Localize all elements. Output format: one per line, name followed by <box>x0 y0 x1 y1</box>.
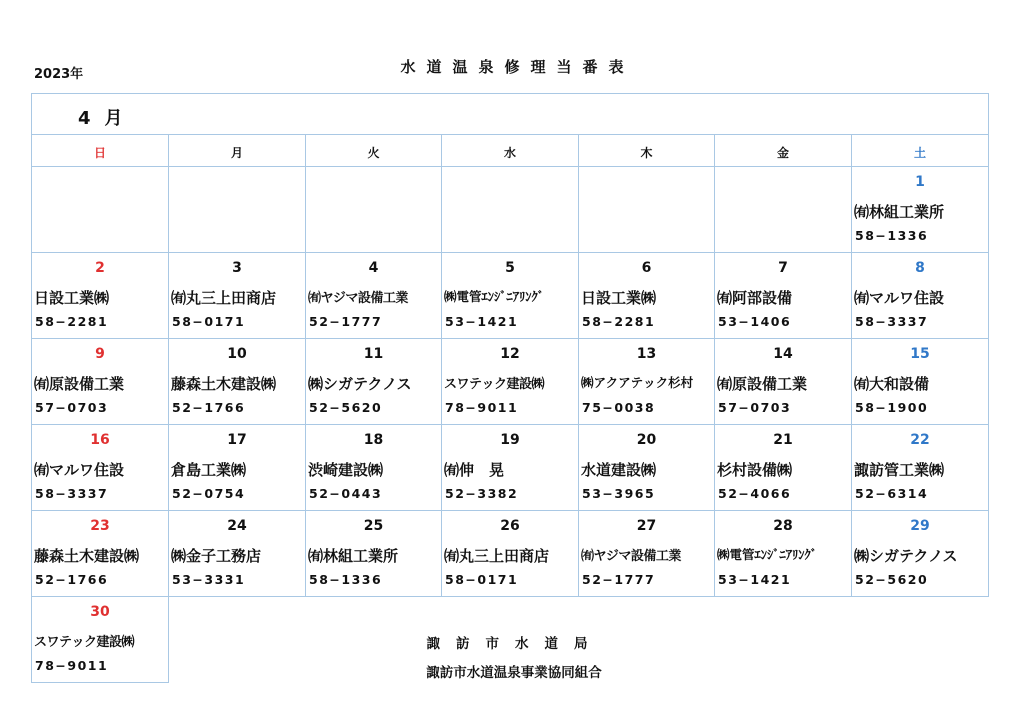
company-phone: 78−9011 <box>445 400 519 415</box>
duty-company: 藤森土木建設㈱ <box>34 547 140 565</box>
day-number: 11 <box>363 346 384 362</box>
day-number: 7 <box>778 260 788 276</box>
company-phone: 58−2281 <box>35 314 109 329</box>
day-number: 3 <box>232 260 242 276</box>
day-number: 22 <box>910 432 930 448</box>
day-number: 25 <box>363 518 384 534</box>
duty-company: 杉村設備㈱ <box>717 461 793 479</box>
day-cell <box>579 167 715 253</box>
day-number: 26 <box>500 518 520 534</box>
day-cell <box>715 425 852 511</box>
day-cell <box>32 167 169 253</box>
company-phone: 78−9011 <box>35 658 109 673</box>
duty-company: ㈱金子工務店 <box>171 547 262 565</box>
duty-company <box>715 201 851 221</box>
duty-company: ㈲林組工業所 <box>308 547 399 565</box>
duty-company <box>169 201 305 221</box>
day-number: 10 <box>227 346 247 362</box>
week-row <box>32 167 989 253</box>
day-number: 20 <box>636 432 657 448</box>
duty-company: ㈲ヤジマ設備工業 <box>308 291 408 306</box>
company-phone: 53−3331 <box>172 572 246 587</box>
month-header <box>32 94 989 135</box>
day-cell <box>306 339 442 425</box>
day-cell <box>852 253 989 339</box>
company-phone: 52−6314 <box>855 486 929 501</box>
duty-company: ㈱電管ｴﾝｼﾞﾆｱﾘﾝｸﾞ <box>717 547 818 562</box>
day-number: 23 <box>90 518 110 534</box>
duty-company: ㈲原設備工業 <box>34 375 125 393</box>
day-cell <box>579 511 715 597</box>
duty-company: 諏訪管工業㈱ <box>854 461 945 479</box>
company-phone: 58−3337 <box>35 486 109 501</box>
company-phone: 58−0171 <box>172 314 246 329</box>
company-phone: 52−4066 <box>718 486 792 501</box>
day-cell <box>442 339 579 425</box>
duty-company: ㈲阿部設備 <box>717 289 793 307</box>
weekday-wednesday: 水 <box>442 135 579 167</box>
day-cell <box>169 425 306 511</box>
week-row <box>32 511 989 597</box>
day-number: 29 <box>910 518 930 534</box>
company-phone: 58−1900 <box>855 400 929 415</box>
duty-company: ㈲マルワ住設 <box>34 461 125 479</box>
day-cell <box>852 511 989 597</box>
duty-company: 渋崎建設㈱ <box>308 461 384 479</box>
duty-company: ㈱アクアテック杉村 <box>581 375 694 390</box>
day-number: 18 <box>363 432 384 448</box>
company-phone: 58−3337 <box>855 314 929 329</box>
day-cell <box>852 425 989 511</box>
day-number: 13 <box>636 346 657 362</box>
duty-company: 藤森土木建設㈱ <box>171 375 277 393</box>
day-cell <box>442 425 579 511</box>
day-number: 1 <box>915 174 925 190</box>
day-number: 15 <box>910 346 930 362</box>
day-cell <box>169 253 306 339</box>
day-cell <box>32 425 169 511</box>
company-phone: 52−0443 <box>309 486 383 501</box>
duty-company: スワテック建設㈱ <box>444 377 545 392</box>
weekday-thursday: 木 <box>579 135 715 167</box>
day-cell <box>715 167 852 253</box>
day-number: 12 <box>500 346 520 362</box>
day-cell <box>169 511 306 597</box>
day-number: 19 <box>500 432 520 448</box>
duty-company: ㈲丸三上田商店 <box>444 547 550 565</box>
duty-company: ㈱電管ｴﾝｼﾞﾆｱﾘﾝｸﾞ <box>444 289 545 304</box>
calendar-weeks <box>32 167 989 683</box>
company-phone: 52−0754 <box>172 486 246 501</box>
day-cell <box>579 425 715 511</box>
duty-company: ㈲丸三上田商店 <box>171 289 277 307</box>
duty-company: ㈲ヤジマ設備工業 <box>581 549 681 564</box>
day-cell <box>715 511 852 597</box>
weekday-friday: 金 <box>715 135 852 167</box>
company-phone: 58−2281 <box>582 314 656 329</box>
company-phone: 75−0038 <box>582 400 656 415</box>
day-number <box>715 174 851 192</box>
day-number: 14 <box>773 346 793 362</box>
company-phone: 53−1421 <box>445 314 519 329</box>
duty-company: 日設工業㈱ <box>34 289 110 307</box>
day-number: 24 <box>227 518 247 534</box>
company-phone: 58−1336 <box>309 572 383 587</box>
weekday-tuesday: 火 <box>306 135 442 167</box>
company-phone: 52−1777 <box>309 314 383 329</box>
month-header-row <box>32 94 989 135</box>
company-phone: 58−1336 <box>855 228 929 243</box>
company-phone: 52−1766 <box>172 400 246 415</box>
weekday-monday: 月 <box>169 135 306 167</box>
company-phone: 57−0703 <box>35 400 109 415</box>
day-cell <box>306 167 442 253</box>
company-phone: 53−1421 <box>718 572 792 587</box>
day-cell <box>32 253 169 339</box>
day-cell <box>442 167 579 253</box>
footer-office: 諏訪市水道局 <box>426 636 604 652</box>
day-cell <box>442 511 579 597</box>
duty-calendar <box>31 93 989 683</box>
day-cell <box>306 425 442 511</box>
company-phone: 58−0171 <box>445 572 519 587</box>
day-number: 2 <box>95 260 105 276</box>
week-row <box>32 339 989 425</box>
day-cell <box>32 511 169 597</box>
company-phone: 57−0703 <box>718 400 792 415</box>
week-row <box>32 253 989 339</box>
day-number: 8 <box>915 260 925 276</box>
duty-company <box>579 201 714 221</box>
day-cell <box>715 253 852 339</box>
day-number <box>169 174 305 192</box>
company-phone: 52−5620 <box>855 572 929 587</box>
day-number: 21 <box>773 432 793 448</box>
company-phone: 53−3965 <box>582 486 656 501</box>
duty-company <box>306 201 441 221</box>
duty-company: 倉島工業㈱ <box>171 461 247 479</box>
day-cell <box>32 339 169 425</box>
day-number <box>306 174 441 192</box>
year-label: 2023年 <box>34 67 84 82</box>
company-phone: 52−1777 <box>582 572 656 587</box>
week-row <box>32 425 989 511</box>
day-number: 30 <box>90 604 110 620</box>
day-number: 27 <box>636 518 657 534</box>
weekday-header-row <box>32 135 989 167</box>
duty-company <box>32 201 168 221</box>
company-phone: 52−5620 <box>309 400 383 415</box>
company-phone: 52−3382 <box>445 486 519 501</box>
month-unit: 月 <box>104 108 123 129</box>
duty-company <box>442 201 578 221</box>
day-number: 9 <box>95 346 105 362</box>
day-number: 17 <box>227 432 247 448</box>
page-title: 水道温泉修理当番表 <box>400 58 635 76</box>
duty-company: ㈱シガテクノス <box>308 375 412 393</box>
day-cell <box>852 339 989 425</box>
duty-company: ㈲原設備工業 <box>717 375 808 393</box>
weekday-sunday: 日 <box>32 135 169 167</box>
day-number: 16 <box>90 432 110 448</box>
day-number <box>442 174 578 192</box>
day-number: 4 <box>368 260 379 276</box>
day-cell <box>715 339 852 425</box>
company-phone: 53−1406 <box>718 314 792 329</box>
day-number <box>32 174 168 192</box>
duty-company: ㈲伸 晃 <box>444 461 505 479</box>
month-number: 4 <box>78 108 91 129</box>
day-cell <box>579 253 715 339</box>
day-cell <box>306 253 442 339</box>
day-cell <box>169 167 306 253</box>
duty-company: ㈱シガテクノス <box>854 547 958 565</box>
day-cell <box>852 167 989 253</box>
day-number <box>579 174 714 192</box>
day-number: 6 <box>641 260 652 276</box>
weekday-saturday: 土 <box>852 135 989 167</box>
duty-company: 水道建設㈱ <box>581 461 657 479</box>
day-cell <box>579 339 715 425</box>
day-cell <box>306 511 442 597</box>
duty-company: ㈲マルワ住設 <box>854 289 945 307</box>
day-cell <box>442 253 579 339</box>
duty-company: ㈲大和設備 <box>854 375 930 393</box>
day-cell <box>169 339 306 425</box>
duty-company: 日設工業㈱ <box>581 289 657 307</box>
day-number: 5 <box>505 260 515 276</box>
company-phone: 52−1766 <box>35 572 109 587</box>
day-number: 28 <box>773 518 793 534</box>
footer-association: 諏訪市水道温泉事業協同組合 <box>426 665 602 681</box>
duty-company: ㈲林組工業所 <box>854 203 945 221</box>
duty-company: スワテック建設㈱ <box>34 635 135 650</box>
